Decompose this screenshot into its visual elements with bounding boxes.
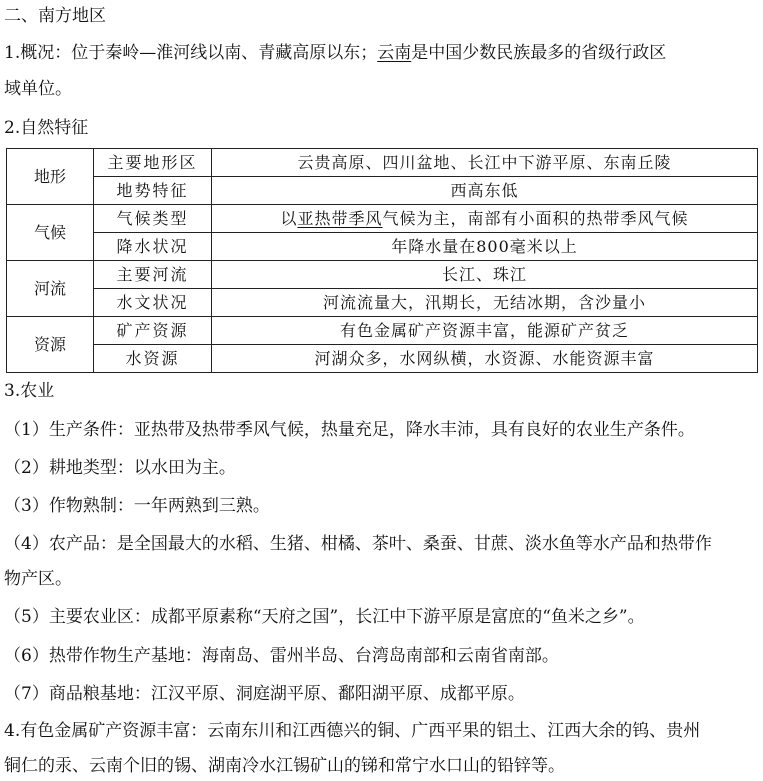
value-pre: 以	[280, 208, 298, 228]
agriculture-item: （5）主要农业区：成都平原素称“天府之国”，长江中下游平原是富庶的“鱼米之乡”。	[4, 607, 645, 627]
table-row	[7, 261, 758, 289]
value-cell	[212, 205, 758, 233]
overview-suffix: 是中国少数民族最多的省级行政区	[411, 43, 667, 63]
overview-prefix: 1.概况：位于秦岭—淮河线以南、青藏高原以东；	[4, 43, 378, 63]
category-cell: 资源	[7, 317, 94, 373]
agriculture-item: （3）作物熟制：一年两熟到三熟。	[4, 496, 270, 516]
natural-features-table	[6, 148, 758, 373]
value-cell: 河流流量大，汛期长，无结冰期，含沙量小	[212, 289, 758, 317]
value-cell: 西高东低	[212, 177, 758, 205]
value-post: 气候为主，南部有小面积的热带季风气候	[382, 208, 689, 228]
overview-line-1	[4, 42, 666, 64]
value-cell: 有色金属矿产资源丰富，能源矿产贫乏	[212, 317, 758, 345]
value-cell: 年降水量在800毫米以上	[212, 233, 758, 261]
label-cell: 矿产资源	[94, 317, 212, 345]
agriculture-item: （7）商品粮基地：江汉平原、洞庭湖平原、鄱阳湖平原、成都平原。	[4, 684, 525, 704]
overview-line-2: 域单位。	[4, 79, 72, 99]
agriculture-item-continued: 物产区。	[4, 569, 72, 589]
value-underlined: 亚热带季风	[297, 208, 383, 228]
agriculture-title: 3.农业	[4, 381, 55, 401]
label-cell: 降水状况	[94, 233, 212, 261]
agriculture-item: （4）农产品：是全国最大的水稻、生猪、柑橘、茶叶、桑蚕、甘蔗、淡水鱼等水产品和热带作	[4, 534, 712, 554]
label-cell: 水文状况	[94, 289, 212, 317]
category-cell: 气候	[7, 205, 94, 261]
agriculture-item: （6）热带作物生产基地：海南岛、雷州半岛、台湾岛南部和云南省南部。	[4, 646, 559, 666]
table-row	[7, 289, 758, 317]
overview-underlined: 云南	[377, 43, 412, 63]
agriculture-item: （2）耕地类型：以水田为主。	[4, 458, 236, 478]
category-cell: 地形	[7, 149, 94, 205]
label-cell: 水资源	[94, 345, 212, 373]
agriculture-item: （1）生产条件：亚热带及热带季风气候，热量充足，降水丰沛，具有良好的农业生产条件。	[4, 420, 695, 440]
natural-features-title: 2.自然特征	[4, 118, 89, 138]
value-cell: 云贵高原、四川盆地、长江中下游平原、东南丘陵	[212, 149, 758, 177]
table-row	[7, 345, 758, 373]
section-heading: 二、南方地区	[4, 6, 106, 26]
label-cell: 地势特征	[94, 177, 212, 205]
table-row	[7, 149, 758, 177]
table-row	[7, 177, 758, 205]
label-cell: 气候类型	[94, 205, 212, 233]
table-row	[7, 205, 758, 233]
value-cell: 河湖众多，水网纵横，水资源、水能资源丰富	[212, 345, 758, 373]
label-cell: 主要河流	[94, 261, 212, 289]
table-row	[7, 233, 758, 261]
label-cell: 主要地形区	[94, 149, 212, 177]
table-row	[7, 317, 758, 345]
minerals-line-1: 4.有色金属矿产资源丰富：云南东川和江西德兴的铜、广西平果的铝土、江西大余的钨、贵州	[4, 721, 701, 741]
category-cell: 河流	[7, 261, 94, 317]
minerals-line-2: 铜仁的汞、云南个旧的锡、湖南冷水江锡矿山的锑和常宁水口山的铅锌等。	[4, 756, 565, 776]
value-cell: 长江、珠江	[212, 261, 758, 289]
